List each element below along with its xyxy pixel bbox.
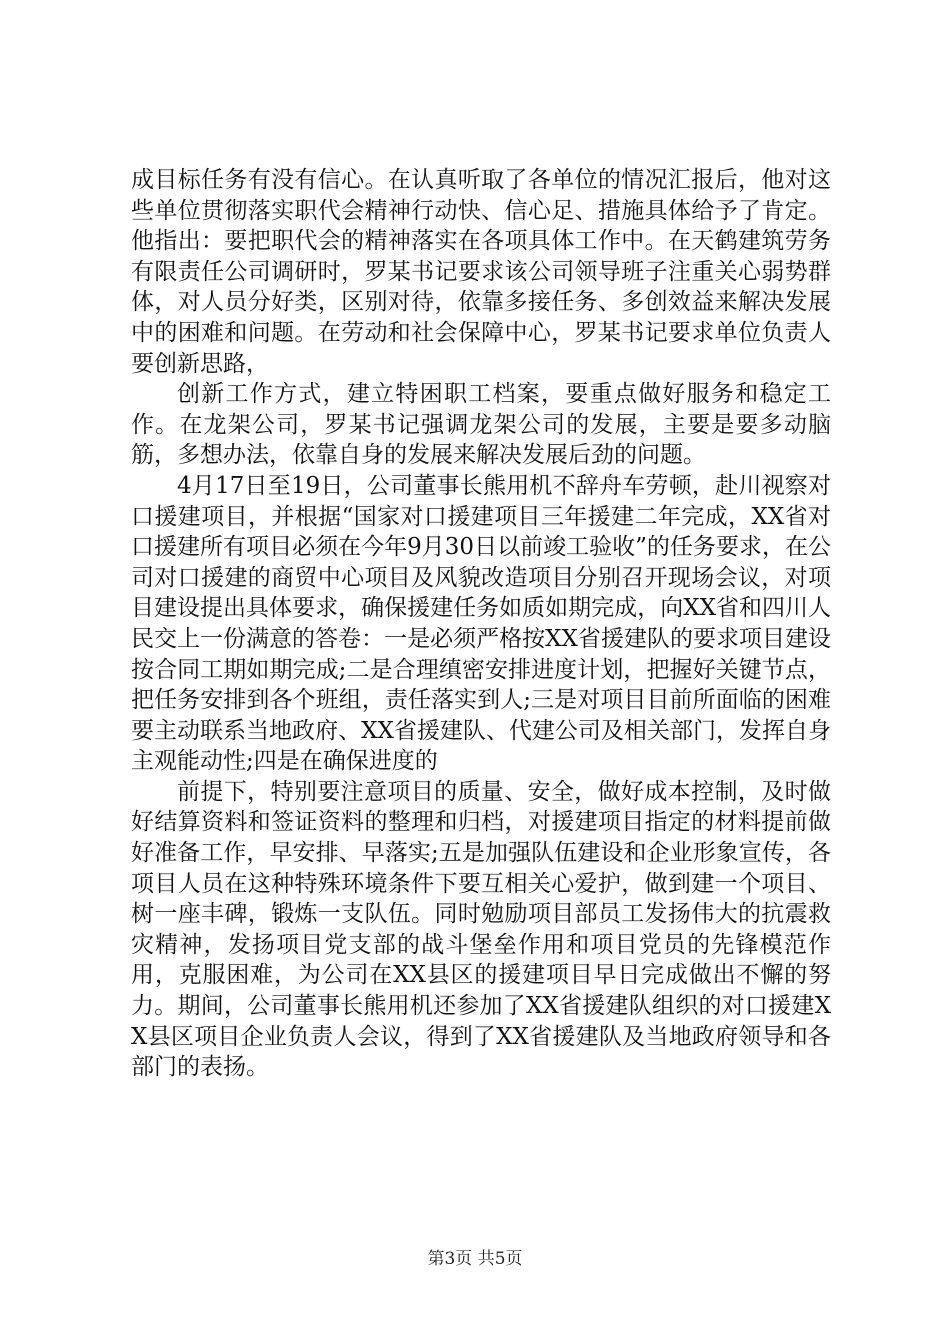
paragraph: 前提下，特别要注意项目的质量、安全，做好成本控制，及时做好结算资料和签证资料的整理和归档，对援建项目指定的材料提前做好准备工作，早安排、早落实;五是加强队伍建设和企业形象宣传，各项目人员在这种特殊环境条件下要互相关心爱护，做到建一个项目、树一座丰碑，锻炼一支队伍。同时勉励项目部员工发扬伟大的抗震救灾精神，发扬项目党支部的战斗堡垒作用和项目党员的先锋模范作用，克服困难，为公司在XX县区的援建项目早日完成做出不懈的努力。期间，公司董事长熊用机还参加了XX省援建队组织的对口援建XX县区项目企业负责人会议，得到了XX省援建队及当地政府领导和各部门的表扬。	[131, 778, 831, 1081]
page-number-footer: 第3页 共5页	[427, 1249, 523, 1269]
paragraph: 4月17日至19日，公司董事长熊用机不辞舟车劳顿，赴川视察对口援建项目，并根据“国家对口援建项目三年援建二年完成，XX省对口援建所有项目必须在今年9月30日以前竣工验收”的任务要求，在公司对口援建的商贸中心项目及风貌改造项目分别召开现场会议，对项目建设提出具体要求，确保援建任务如质如期完成，向XX省和四川人民交上一份满意的答卷：一是必须严格按XX省援建队的要求项目建设按合同工期如期完成;二是合理缜密安排进度计划，把握好关键节点，把任务安排到各个班组，责任落实到人;三是对项目目前所面临的困难要主动联系当地政府、XX省援建队、代建公司及相关部门，发挥自身主观能动性;四是在确保进度的	[131, 472, 831, 775]
paragraph-continued: 成目标任务有没有信心。在认真听取了各单位的情况汇报后，他对这些单位贯彻落实职代会精神行动快、信心足、措施具体给予了肯定。他指出：要把职代会的精神落实在各项具体工作中。在天鹤建筑劳务有限责任公司调研时，罗某书记要求该公司领导班子注重关心弱势群体，对人员分好类，区别对待，依靠多接任务、多创效益来解决发展中的困难和问题。在劳动和社会保障中心，罗某书记要求单位负责人要创新思路，	[131, 167, 831, 377]
document-body	[131, 165, 831, 1083]
paragraph: 创新工作方式，建立特困职工档案，要重点做好服务和稳定工作。在龙架公司，罗某书记强调龙架公司的发展，主要是要多动脑筋，多想办法，依靠自身的发展来解决发展后劲的问题。	[131, 381, 831, 469]
